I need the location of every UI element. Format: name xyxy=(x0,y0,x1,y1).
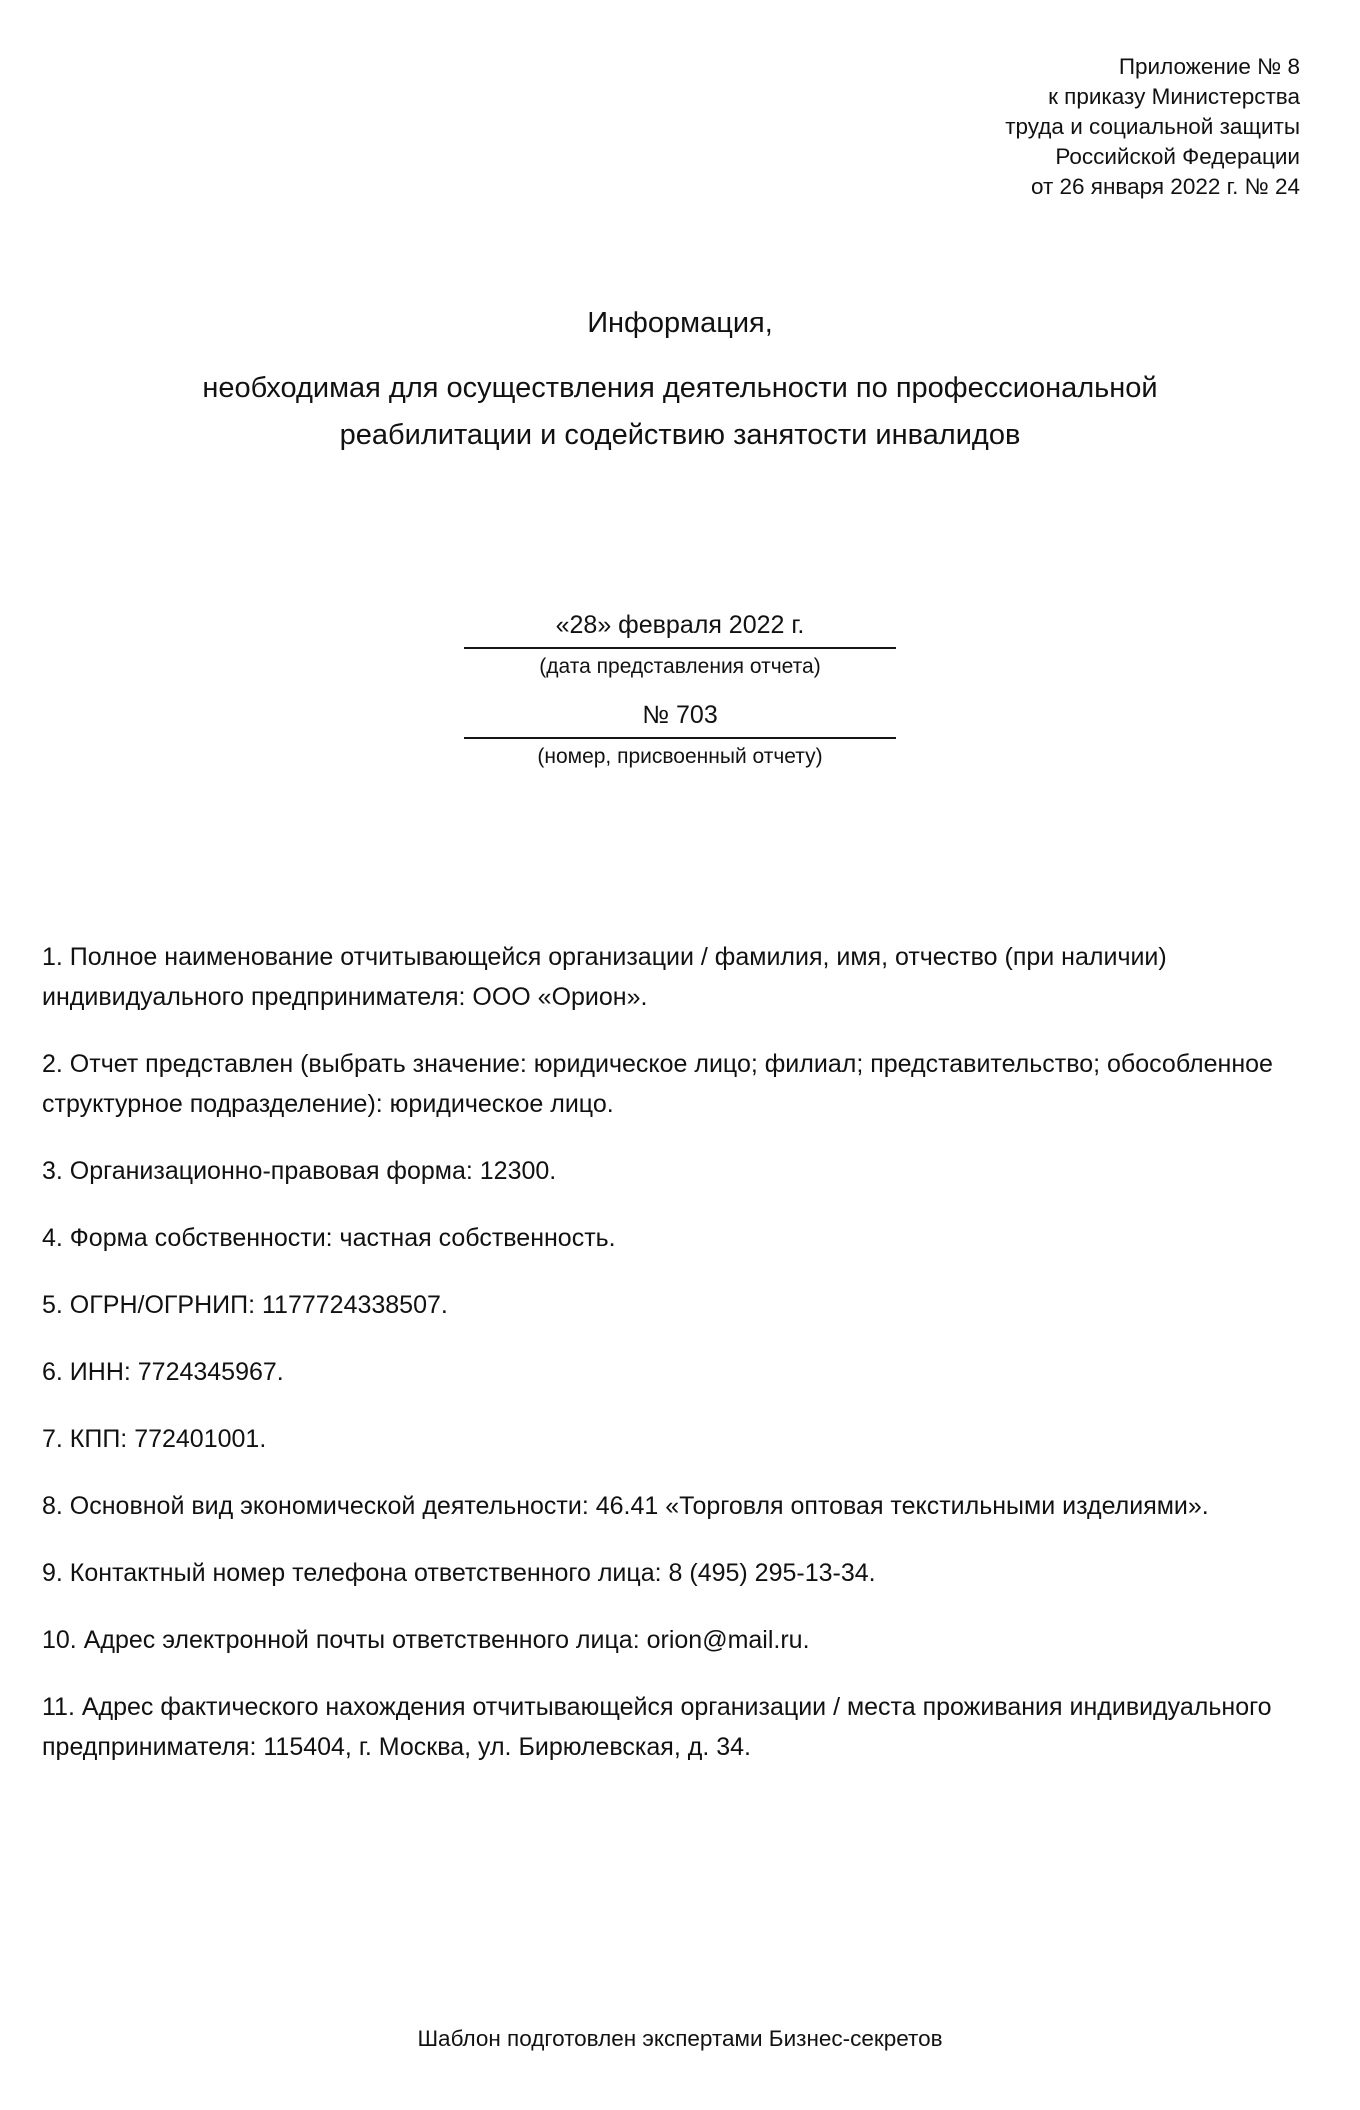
appendix-header-line: Российской Федерации xyxy=(1055,144,1300,169)
document-title xyxy=(118,300,1242,459)
appendix-header-line: к приказу Министерства xyxy=(1048,84,1300,109)
report-number-value: № 703 xyxy=(642,701,718,729)
appendix-header-line: от 26 января 2022 г. № 24 xyxy=(1030,174,1300,199)
numbered-items-list xyxy=(42,912,1304,1767)
report-date-caption: (дата представления отчета) xyxy=(539,655,821,678)
list-item: 5. ОГРН/ОГРНИП: 1177724338507. xyxy=(42,1291,448,1319)
page-title: Информация, xyxy=(587,307,773,339)
report-number-group xyxy=(0,698,1360,772)
footer-credit: Шаблон подготовлен экспертами Бизнес-секретов xyxy=(417,2026,943,2051)
list-item: 6. ИНН: 7724345967. xyxy=(42,1358,284,1386)
list-item: 7. КПП: 772401001. xyxy=(42,1425,267,1453)
list-item: 1. Полное наименование отчитывающейся организации / фамилия, имя, отчество (при наличии) индивидуального предпринимателя: ООО «Орион». xyxy=(42,943,1167,1011)
report-date-value: «28» февраля 2022 г. xyxy=(555,611,805,639)
report-number-caption: (номер, присвоенный отчету) xyxy=(537,745,823,768)
list-item: 8. Основной вид экономической деятельности: 46.41 «Торговля оптовая текстильными изделиями». xyxy=(42,1492,1209,1520)
list-item: 2. Отчет представлен (выбрать значение: юридическое лицо; филиал; представительство; обособленное структурное подразделение): юридическое лицо. xyxy=(42,1050,1273,1118)
report-date-group xyxy=(0,608,1360,682)
appendix-header-line: труда и социальной защиты xyxy=(1005,114,1300,139)
list-item: 11. Адрес фактического нахождения отчитывающейся организации / места проживания индивидуального предпринимателя: 115404, г. Москва, ул. Бирюлевская, д. 34. xyxy=(42,1693,1272,1761)
meta-spacer xyxy=(0,682,1360,698)
page-subtitle: необходимая для осуществления деятельности по профессиональной реабилитации и содействию занятости инвалидов xyxy=(202,372,1158,451)
list-item: 4. Форма собственности: частная собственность. xyxy=(42,1224,616,1252)
list-item: 3. Организационно-правовая форма: 12300. xyxy=(42,1157,557,1185)
appendix-reference-header xyxy=(740,52,1300,202)
report-number-rule xyxy=(464,737,896,739)
report-date-rule xyxy=(464,647,896,649)
appendix-header-line: Приложение № 8 xyxy=(1118,54,1300,79)
report-meta-block xyxy=(0,608,1360,772)
list-item: 10. Адрес электронной почты ответственного лица: orion@mail.ru. xyxy=(42,1626,810,1654)
list-item: 9. Контактный номер телефона ответственного лица: 8 (495) 295-13-34. xyxy=(42,1559,876,1587)
